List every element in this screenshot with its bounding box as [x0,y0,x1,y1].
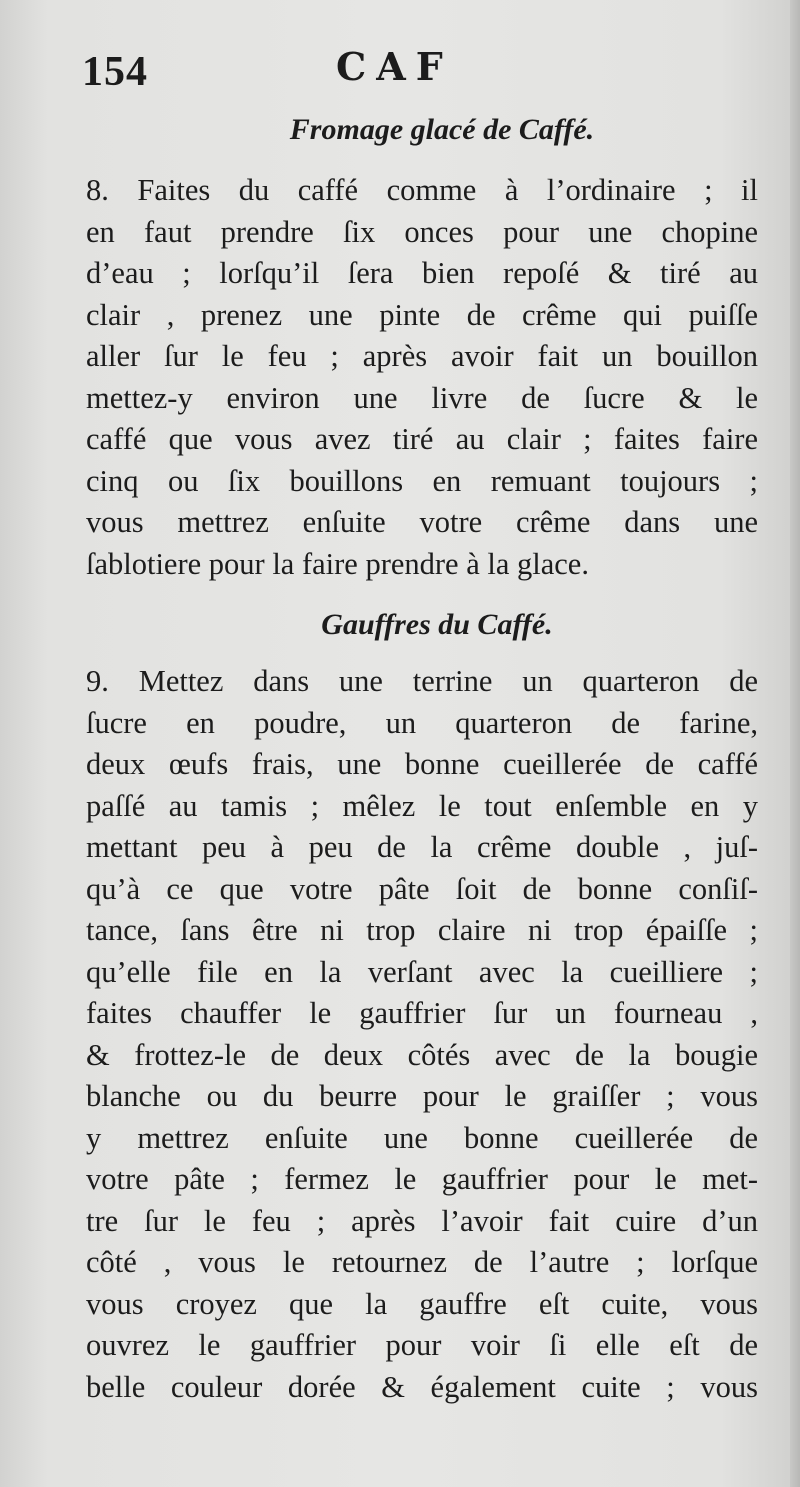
text-line: mettant peu à peu de la crême double , juſ- [86,830,758,864]
text-line: faites chauffer le gauffrier ſur un fourneau , [86,996,758,1030]
text-line: tance, ſans être ni trop claire ni trop épaiſſe ; [86,913,758,947]
text-line: vous mettrez enſuite votre crême dans une [86,505,758,539]
recipe-heading-fromage-glace: Fromage glacé de Caffé. [289,113,595,146]
text-line: en faut prendre ſix onces pour une chopine [86,214,758,249]
text-line: votre pâte ; fermez le gauffrier pour le met- [86,1162,758,1196]
text-line: tre ſur le feu ; après l’avoir fait cuire d’un [86,1203,758,1238]
page-number: 154 [82,49,148,95]
text-line: 8. Faites du caffé comme à l’ordinaire ; il [86,173,758,207]
recipe-paragraph-9 [86,661,758,1408]
text-line: blanche ou du beurre pour le graiſſer ; vous [86,1079,758,1113]
text-line: vous croyez que la gauffre eſt cuite, vous [86,1286,758,1321]
running-head [82,38,772,98]
body-text [86,110,758,1408]
text-line: mettez-y environ une livre de ſucre & le [86,380,758,415]
recipe-paragraph-8 [86,170,758,585]
text-line: aller ſur le feu ; après avoir fait un bouillon [86,339,758,373]
text-line: belle couleur dorée & également cuite ; vous [86,1369,758,1404]
text-line: ſablotiere pour la faire prendre à la glace. [86,546,589,581]
section-letters: CAF [336,44,453,89]
text-line: 9. Mettez dans une terrine un quarteron de [86,664,758,698]
text-line: d’eau ; lorſqu’il ſera bien repoſé & tiré au [86,256,758,290]
recipe-heading-gauffres: Gauffres du Caffé. [321,608,553,641]
text-line: & frottez-le de deux côtés avec de la bougie [86,1037,758,1072]
text-line: deux œufs frais, une bonne cueillerée de caffé [86,747,758,781]
text-line: côté , vous le retournez de l’autre ; lorſque [86,1245,758,1279]
text-line: ouvrez le gauffrier pour voir ſi elle eſt de [86,1328,758,1362]
text-line: ſucre en poudre, un quarteron de farine, [86,705,758,740]
page-edge [790,0,800,1487]
text-line: qu’à ce que votre pâte ſoit de bonne conſiſ- [86,871,758,906]
text-line: qu’elle file en la verſant avec la cueilliere ; [86,954,758,989]
text-line: caffé que vous avez tiré au clair ; faites faire [86,422,758,456]
text-line: paſſé au tamis ; mêlez le tout enſemble en y [86,788,758,823]
text-line: y mettrez enſuite une bonne cueillerée de [86,1120,758,1155]
text-line: clair , prenez une pinte de crême qui puiſſe [86,297,758,332]
text-line: cinq ou ſix bouillons en remuant toujours ; [86,463,758,498]
